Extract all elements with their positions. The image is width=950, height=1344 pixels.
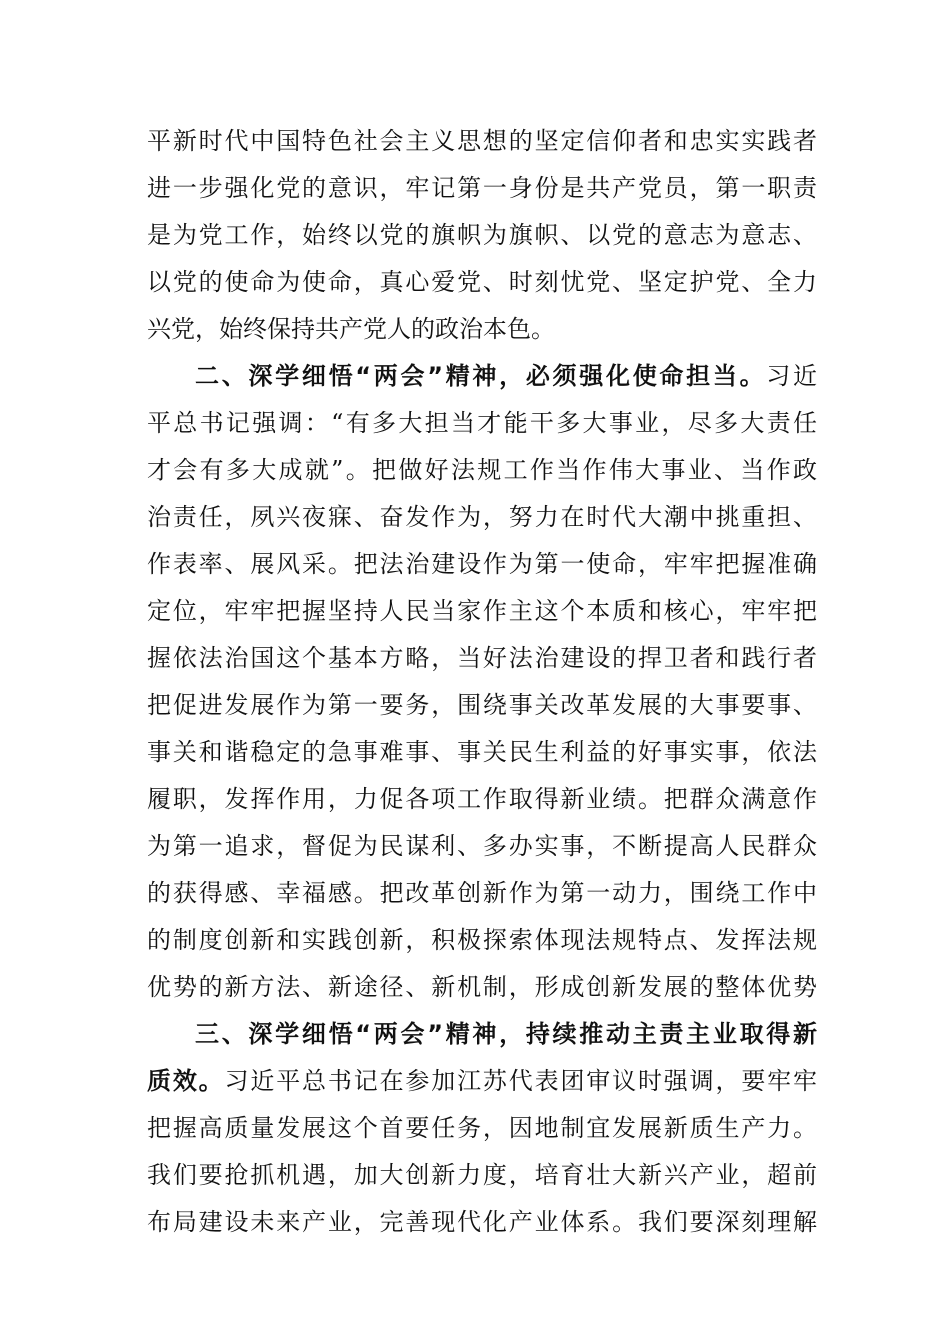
section-heading: 二、深学细悟“两会”精神，必须强化使命担当。 <box>195 362 767 390</box>
text-line: 作表率、展风采。把法治建设作为第一使命，牢牢把握准确 <box>147 550 817 578</box>
section-heading-line: 二、深学细悟“两会”精神，必须强化使命担当。习近 <box>195 362 818 390</box>
text-line: 定位，牢牢把握坚持人民当家作主这个本质和核心，牢牢把 <box>147 597 817 625</box>
text-line: 的制度创新和实践创新，积极探索体现法规特点、发挥法规 <box>147 926 817 954</box>
text-line: 兴党，始终保持共产党人的政治本色。 <box>147 315 555 343</box>
text-line: 履职，发挥作用，力促各项工作取得新业绩。把群众满意作 <box>147 785 817 813</box>
text-line: 布局建设未来产业，完善现代化产业体系。我们要深刻理解 <box>147 1208 817 1236</box>
section-heading: 三、深学细悟“两会”精神，持续推动主责主业取得新 <box>195 1020 817 1048</box>
text-line: 优势的新方法、新途径、新机制，形成创新发展的整体优势 <box>147 973 817 1001</box>
section-heading-line <box>147 1011 817 1058</box>
section-heading-continued: 质效。 <box>147 1067 225 1095</box>
text-line: 质效。习近平总书记在参加江苏代表团审议时强调，要牢牢 <box>147 1067 818 1095</box>
text-line: 平总书记强调：“有多大担当才能干多大事业，尽多大责任 <box>147 409 817 437</box>
text-line: 为第一追求，督促为民谋利、多办实事，不断提高人民群众 <box>147 832 817 860</box>
text-line: 是为党工作，始终以党的旗帜为旗帜、以党的意志为意志、 <box>147 221 817 249</box>
text-line: 我们要抢抓机遇，加大创新力度，培育壮大新兴产业，超前 <box>147 1161 817 1189</box>
text-line: 才会有多大成就”。把做好法规工作当作伟大事业、当作政 <box>147 456 817 484</box>
text-line: 平新时代中国特色社会主义思想的坚定信仰者和忠实实践者 <box>147 127 817 155</box>
text-line: 事关和谐稳定的急事难事、事关民生利益的好事实事，依法 <box>147 738 817 766</box>
text-line: 的获得感、幸福感。把改革创新作为第一动力，围绕工作中 <box>147 879 817 907</box>
text-line: 进一步强化党的意识，牢记第一身份是共产党员，第一职责 <box>147 174 817 202</box>
text-line: 握依法治国这个基本方略，当好法治建设的捍卫者和践行者 <box>147 644 817 672</box>
document-body <box>147 118 817 1246</box>
text-line: 把促进发展作为第一要务，围绕事关改革发展的大事要事、 <box>147 691 817 719</box>
text-line: 治责任，夙兴夜寐、奋发作为，努力在时代大潮中挑重担、 <box>147 503 817 531</box>
text-line: 把握高质量发展这个首要任务，因地制宜发展新质生产力。 <box>147 1114 817 1142</box>
text-line: 以党的使命为使命，真心爱党、时刻忧党、坚定护党、全力 <box>147 268 817 296</box>
